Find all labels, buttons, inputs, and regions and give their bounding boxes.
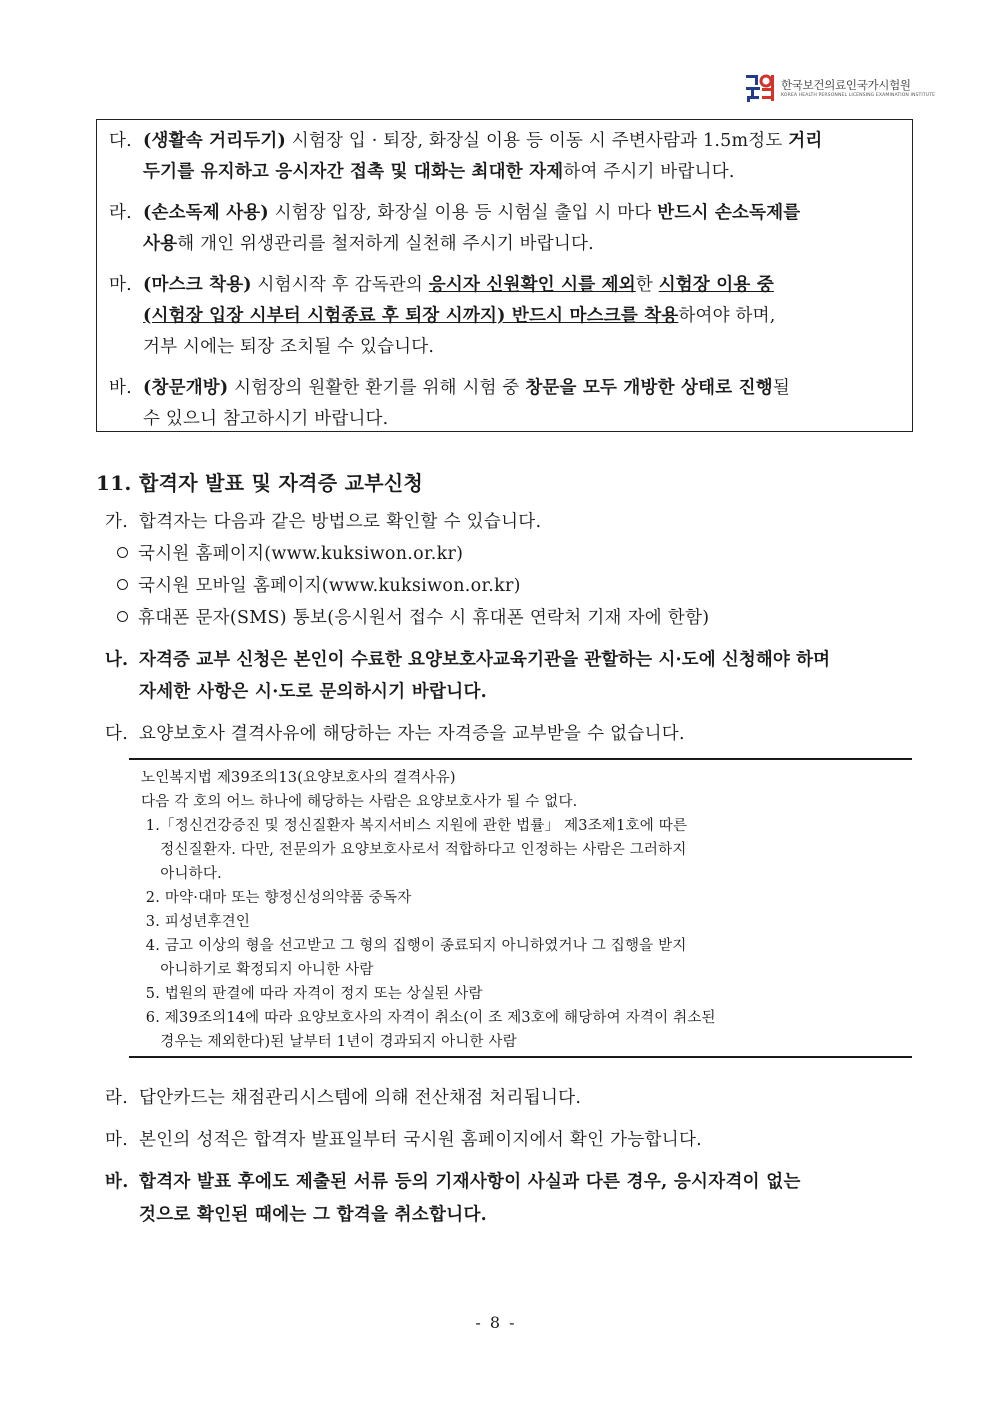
item-ma: 마. 본인의 성적은 합격자 발표일부터 국시원 홈페이지에서 확인 가능합니다.: [105, 1130, 703, 1150]
item-ra: 라. 답안카드는 채점관리시스템에 의해 전산채점 처리됩니다.: [105, 1088, 582, 1108]
section-title: 11. 합격자 발표 및 자격증 교부신청: [96, 471, 424, 495]
item-ga: 가. 합격자는 다음과 같은 방법으로 확인할 수 있습니다.: [105, 512, 542, 532]
guideline-item: 바. (창문개방) 시험장의 원활한 환기를 위해 시험 중 창문을 모두 개방한 상태로 진행될 수 있으니 참고하시기 바랍니다.: [109, 378, 790, 429]
covid-guidelines-box: [96, 119, 913, 432]
org-name-en: KOREA HEALTH PERSONNEL LICENSING EXAMINATION INSTITUTE: [781, 92, 936, 98]
guideline-item: 다. (생활속 거리두기) 시험장 입 · 퇴장, 화장실 이용 등 이동 시 주변사람과 1.5m정도 거리 두기를 유지하고 응시자간 접촉 및 대화는 최대한 자제하여 주시기 바랍니다.: [109, 131, 823, 182]
circle-bullet-icon: [117, 611, 128, 622]
circle-bullet-icon: [117, 547, 128, 558]
list-item: 국시원 모바일 홈페이지(www.kuksiwon.or.kr): [117, 572, 521, 597]
org-name-ko: 한국보건의료인국가시험원: [781, 77, 911, 92]
institute-logo: [744, 72, 935, 104]
guideline-item: 라. (손소독제 사용) 시험장 입장, 화장실 이용 등 시험실 출입 시 마다 반드시 손소독제를 사용해 개인 위생관리를 철저하게 실천해 주시기 바랍니다.: [109, 203, 801, 254]
list-item: 휴대폰 문자(SMS) 통보(응시원서 접수 시 휴대폰 연락처 기재 자에 한함): [117, 604, 709, 629]
item-na-line2: 자세한 사항은 시·도로 문의하시기 바랍니다.: [139, 682, 488, 702]
logo-mark-icon: [744, 72, 776, 104]
guideline-item: 마. (마스크 착용) 시험시작 후 감독관의 응시자 신원확인 시를 제외한 시험장 이용 중 (시험장 입장 시부터 시험종료 후 퇴장 시까지) 반드시 마스크를 착용하여야 하며, 거부 시에는 퇴장 조치될 수 있습니다.: [109, 275, 776, 357]
item-na: 나. 자격증 교부 신청은 본인이 수료한 요양보호사교육기관을 관할하는 시·도에 신청해야 하며: [105, 650, 831, 670]
law-excerpt: 노인복지법 제39조의13(요양보호사의 결격사유) 다음 각 호의 어느 하나에 해당하는 사람은 요양보호사가 될 수 없다. 1.「정신건강증진 및 정신질환자 복지서비스 지원에 관한 법률」 제3조제1호에 따른 정신질환자. 다만, 전문의가 요양보호사로서 적합하다고 인정하는 사람은 그러하지 아니하다. 2. 마약·대마 또는 향정신성의약품 중독자 3. 피성년후견인 4. 금고 이상의 형을 선고받고 그 형의 집행이 종료되지 아니하였거나 그 집행을 받지 아니하기로 확정되지 아니한 사람 5. 법원의 판결에 따라 자격이 정지 또는 상실된 사람 6. 제39조의14에 따라 요양보호사의 자격이 취소(이 조 제3호에 해당하여 자격이 취소된 경우는 제외한다)된 날부터 1년이 경과되지 아니한 사람: [129, 758, 912, 1058]
item-ba-line2: 것으로 확인된 때에는 그 합격을 취소합니다.: [139, 1205, 488, 1225]
item-ba: 바. 합격자 발표 후에도 제출된 서류 등의 기재사항이 사실과 다른 경우, 응시자격이 없는: [105, 1172, 801, 1192]
item-da: 다. 요양보호사 결격사유에 해당하는 자는 자격증을 교부받을 수 없습니다.: [105, 724, 685, 744]
circle-bullet-icon: [117, 579, 128, 590]
list-item: 국시원 홈페이지(www.kuksiwon.or.kr): [117, 540, 463, 565]
page-number: - 8 -: [475, 1313, 517, 1332]
